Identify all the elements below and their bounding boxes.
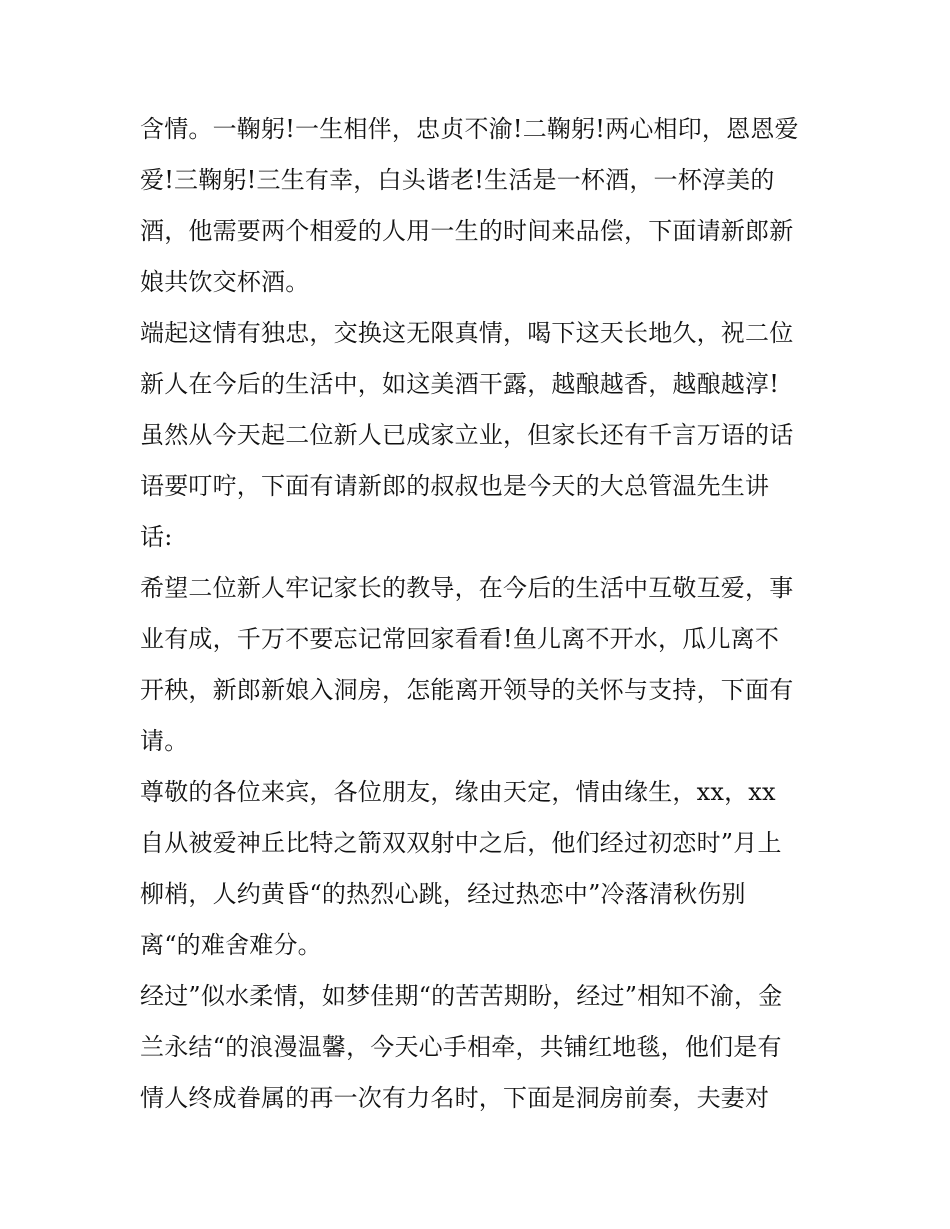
- text-line: 含情。一鞠躬!一生相伴，忠贞不渝!二鞠躬!两心相印，恩恩爱: [140, 115, 799, 143]
- text-line: 话:: [140, 523, 173, 551]
- text-line: 酒，他需要两个相爱的人用一生的时间来品偿，下面请新郎新: [140, 217, 794, 245]
- text-line: 经过”似水柔情，如梦佳期“的苦苦期盼，经过”相知不渝，金: [140, 982, 783, 1010]
- text-line: 情人终成眷属的再一次有力名时，下面是洞房前奏，夫妻对: [140, 1084, 770, 1112]
- text-line: 端起这情有独忠，交换这无限真情，喝下这天长地久，祝二位: [140, 319, 794, 347]
- text-line: 语要叮咛，下面有请新郎的叔叔也是今天的大总管温先生讲: [140, 472, 770, 500]
- text-line: 开秧，新郎新娘入洞房，怎能离开领导的关怀与支持，下面有: [140, 676, 794, 704]
- document-body: [140, 104, 830, 1124]
- text-line: 请。: [140, 727, 189, 755]
- text-line: 虽然从今天起二位新人已成家立业，但家长还有千言万语的话: [140, 421, 794, 449]
- text-line: 希望二位新人牢记家长的教导，在今后的生活中互敬互爱，事: [140, 574, 794, 602]
- text-line: 柳梢，人约黄昏“的热烈心跳，经过热恋中”冷落清秋伤别: [140, 880, 746, 908]
- text-line: 业有成，千万不要忘记常回家看看!鱼儿离不开水，瓜儿离不: [140, 625, 780, 653]
- text-line: 兰永结“的浪漫温馨，今天心手相牵，共铺红地毯，他们是有: [140, 1033, 782, 1061]
- text-line: 新人在今后的生活中，如这美酒干露，越酿越香，越酿越淳!: [140, 370, 780, 398]
- text-line: 尊敬的各位来宾，各位朋友，缘由天定，情由缘生，xx，xx: [140, 778, 776, 806]
- text-line: 离“的难舍难分。: [140, 931, 322, 959]
- text-line: 自从被爱神丘比特之箭双双射中之后，他们经过初恋时”月上: [140, 829, 782, 857]
- text-line: 爱!三鞠躬!三生有幸，白头谐老!生活是一杯酒，一杯淳美的: [140, 166, 775, 194]
- text-line: 娘共饮交杯酒。: [140, 268, 310, 296]
